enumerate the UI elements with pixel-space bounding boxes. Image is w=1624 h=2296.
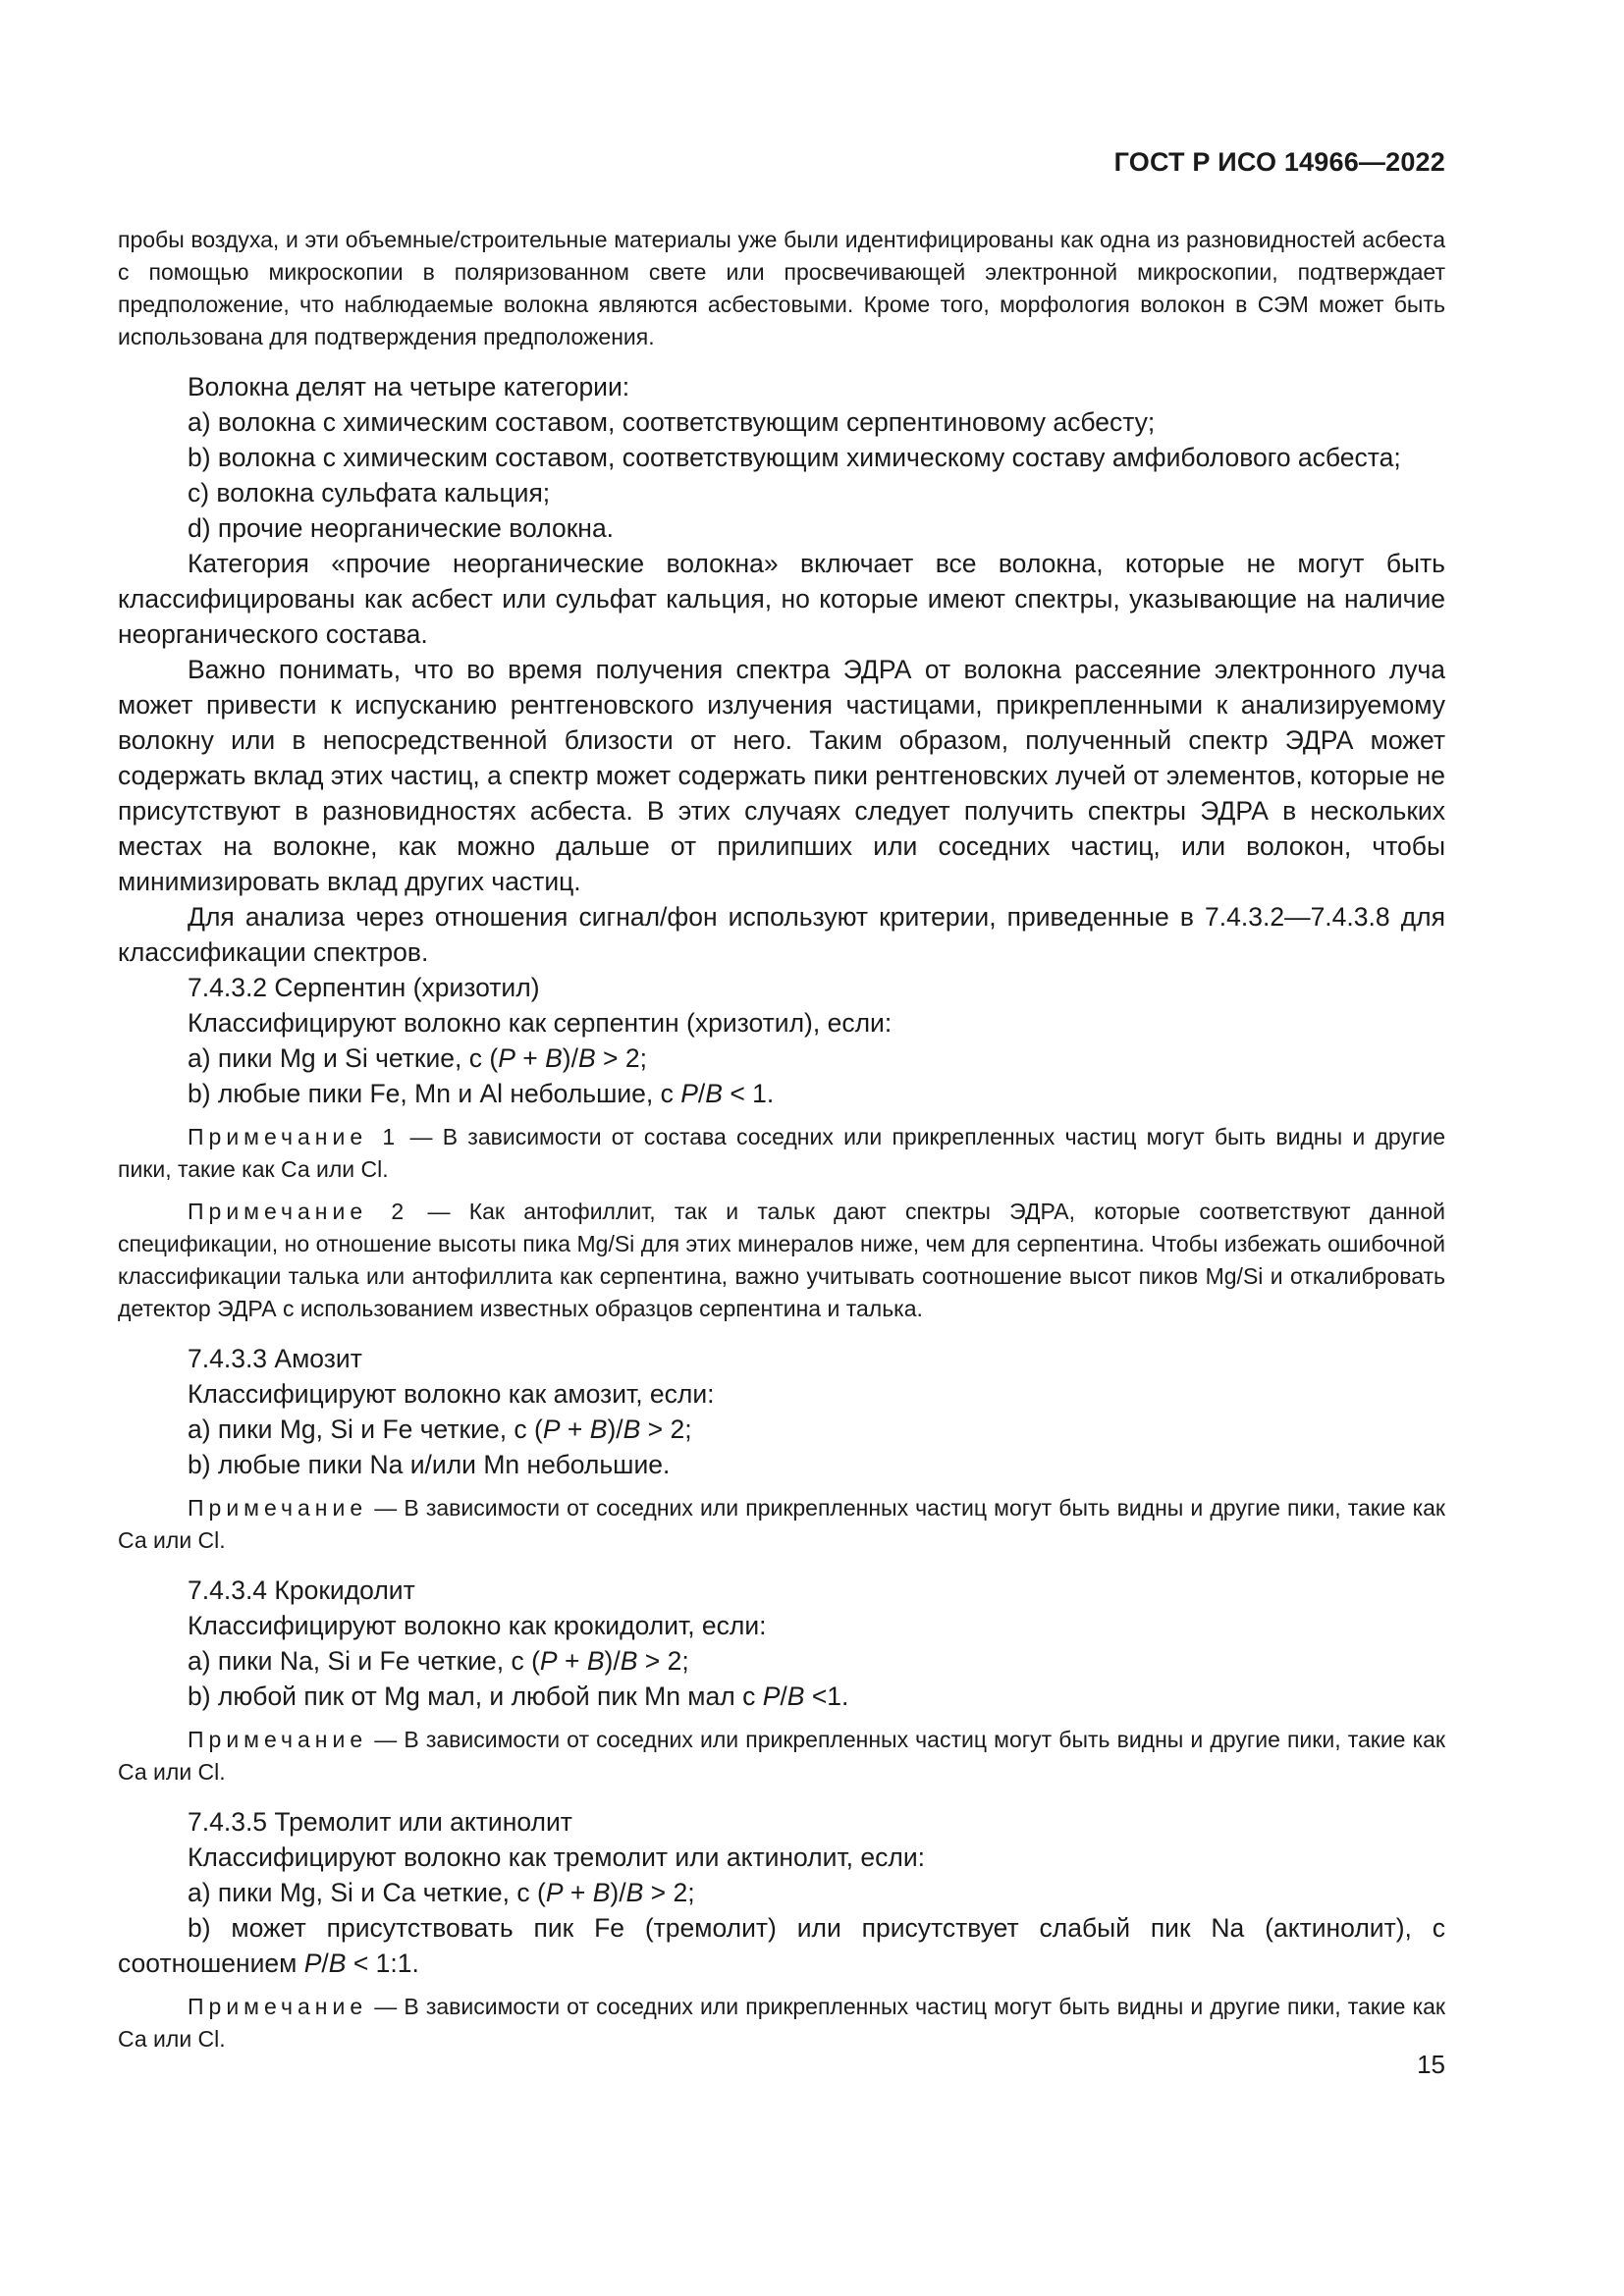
paragraph-continuation: пробы воздуха, и эти объемные/строительные материалы уже были идентифицированы как одна из разновидностей асбеста с помощью микроскопии в поляризованном свете или просвечивающей электронной микроскопии, подтверждает предположение, что наблюдаемые волокна являются асбестовыми. Кроме того, морфология волокон в СЭМ может быть использована для подтверждения предположения. — [118, 227, 1445, 349]
list-item-b: b) волокна с химическим составом, соответствующим химическому составу амфиболового асбеста; — [188, 443, 1401, 472]
section-title-amosite: 7.4.3.3 Амозит — [188, 1344, 362, 1373]
section-intro-crocidolite: Классифицируют волокно как крокидолит, если: — [188, 1611, 767, 1640]
note-2-serpentine: Примечание 2 — Как антофиллит, так и тальк дают спектры ЭДРА, которые соответствуют данной спецификации, но отношение высоты пика Mg/Si для этих минералов ниже, чем для серпентина. Чтобы избежать ошибочной классификации талька или антофиллита как серпентина, важно учитывать соотношение высот пиков Mg/Si и откалибровать детектор ЭДРА с использованием известных образцов серпентина и талька. — [118, 1199, 1445, 1321]
paragraph-other-inorganic: Категория «прочие неорганические волокна» включает все волокна, которые не могут быть классифицированы как асбест или сульфат кальция, но которые имеют спектры, указывающие на наличие неорганического состава. — [118, 549, 1445, 649]
criterion-a-crocidolite: a) пики Na, Si и Fe четкие, с (P + B)/B > 2; — [188, 1646, 689, 1676]
section-intro-amosite: Классифицируют волокно как амозит, если: — [188, 1379, 715, 1409]
document-header: ГОСТ Р ИСО 14966—2022 — [1113, 147, 1445, 177]
section-intro-serpentine: Классифицируют волокно как серпентин (хризотил), если: — [188, 1008, 893, 1038]
page-body — [118, 224, 1445, 2056]
paragraph-edra-spectrum: Важно понимать, что во время получения спектра ЭДРА от волокна рассеяние электронного луча может привести к испусканию рентгеновского излучения частицами, прикрепленными к анализируемому волокну или в непосредственной близости от него. Таким образом, полученный спектр ЭДРА может содержать вклад этих частиц, а спектр может содержать пики рентгеновских лучей от элементов, которые не присутствуют в разновидностях асбеста. В этих случаях следует получить спектры ЭДРА в нескольких местах на волокне, как можно дальше от прилипших или соседних частиц, или волокон, чтобы минимизировать вклад других частиц. — [118, 655, 1445, 896]
paragraph-categories-intro: Волокна делят на четыре категории: — [188, 372, 630, 401]
note-tremolite: Примечание — В зависимости от соседних или прикрепленных частиц могут быть видны и другие пики, такие как Са или Cl. — [118, 1994, 1445, 2052]
section-title-serpentine: 7.4.3.2 Серпентин (хризотил) — [188, 973, 540, 1002]
note-1-serpentine: Примечание 1 — В зависимости от состава соседних или прикрепленных частиц могут быть видны и другие пики, такие как Са или Cl. — [118, 1124, 1445, 1182]
page-number: 15 — [1417, 2050, 1445, 2079]
list-item-c: c) волокна сульфата кальция; — [188, 478, 551, 507]
section-intro-tremolite: Классифицируют волокно как тремолит или актинолит, если: — [188, 1842, 925, 1872]
criterion-a-amosite: a) пики Mg, Si и Fe четкие, с (P + B)/B > 2; — [188, 1415, 692, 1444]
criterion-b-amosite: b) любые пики Na и/или Mn небольшие. — [188, 1450, 671, 1479]
list-item-a: a) волокна с химическим составом, соответствующим серпентиновому асбесту; — [188, 407, 1156, 437]
note-crocidolite: Примечание — В зависимости от соседних или прикрепленных частиц могут быть видны и другие пики, такие как Са или Cl. — [118, 1727, 1445, 1785]
list-item-d: d) прочие неорганические волокна. — [188, 513, 615, 543]
criterion-a-serpentine: a) пики Mg и Si четкие, с (P + B)/B > 2; — [188, 1043, 647, 1073]
note-amosite: Примечание — В зависимости от соседних или прикрепленных частиц могут быть видны и другие пики, такие как Са или Cl. — [118, 1495, 1445, 1553]
criterion-a-tremolite: a) пики Mg, Si и Ca четкие, с (P + B)/B > 2; — [188, 1878, 695, 1907]
criterion-b-serpentine: b) любые пики Fe, Mn и Al небольшие, с P/B < 1. — [188, 1079, 775, 1108]
section-title-crocidolite: 7.4.3.4 Крокидолит — [188, 1575, 415, 1605]
section-title-tremolite: 7.4.3.5 Тремолит или актинолит — [188, 1807, 572, 1837]
criterion-b-tremolite: b) может присутствовать пик Fe (тремолит) или присутствует слабый пик Na (актинолит), с соотношением P/B < 1:1. — [118, 1913, 1445, 1978]
criterion-b-crocidolite: b) любой пик от Mg мал, и любой пик Mn мал с P/B <1. — [188, 1682, 849, 1711]
paragraph-criteria: Для анализа через отношения сигнал/фон используют критерии, приведенные в 7.4.3.2—7.4.3.8 для классификации спектров. — [118, 902, 1445, 967]
